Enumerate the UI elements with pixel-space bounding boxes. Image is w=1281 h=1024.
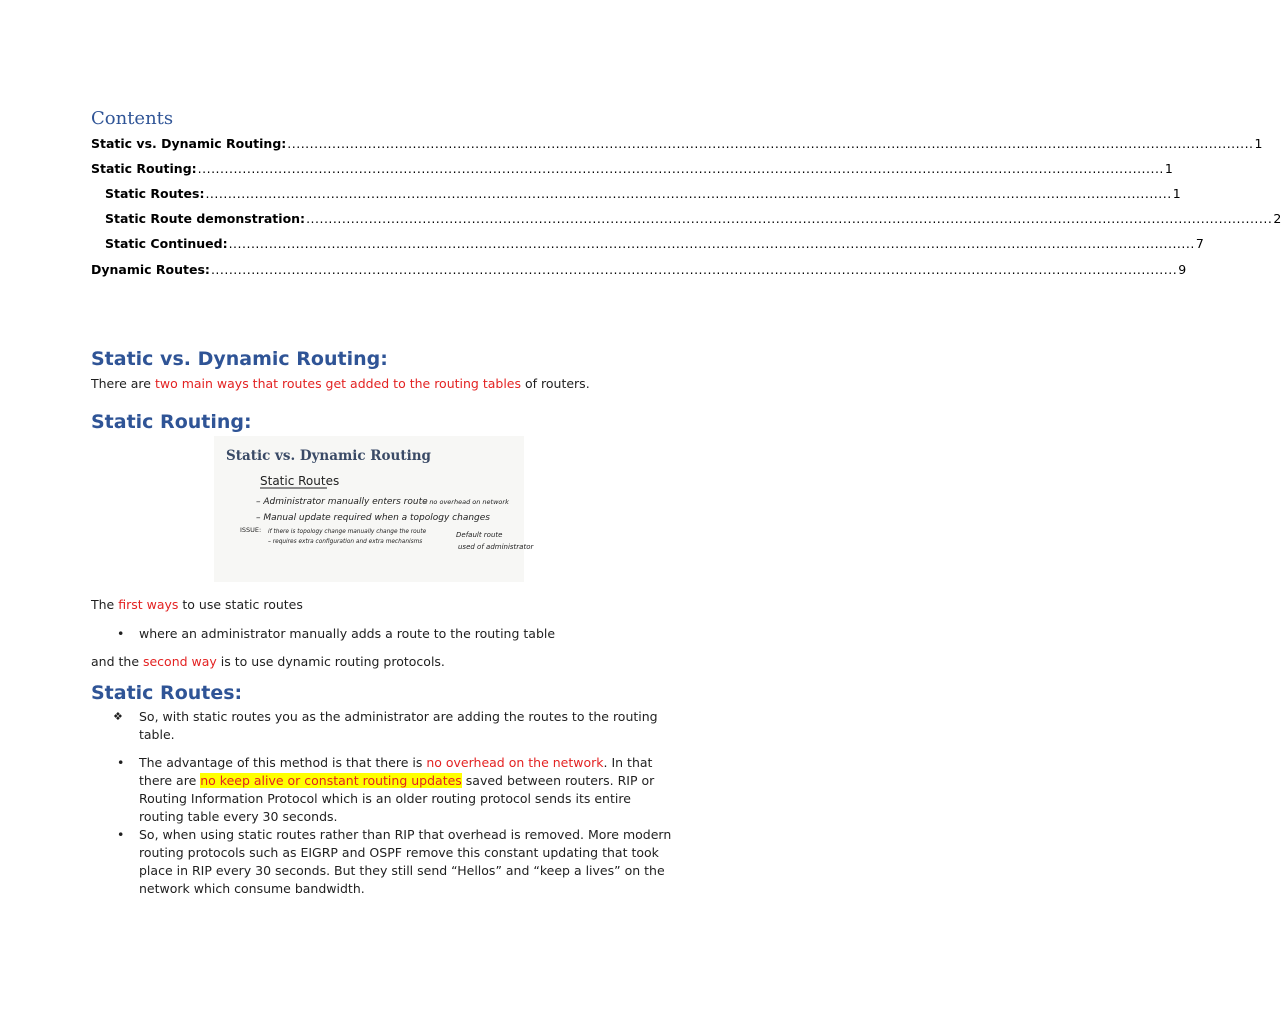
second-way-emphasis: second way: [142, 654, 217, 669]
highlighted-phrase: no keep alive or constant routing updates: [200, 773, 462, 788]
toc-leader: [205, 186, 1171, 201]
second-way-paragraph: [91, 653, 681, 671]
second-way-text-end: is to use dynamic routing protocols.: [216, 654, 445, 669]
advantage-text-mid: . In that there are: [139, 755, 653, 788]
whiteboard-note: – no overhead on network: [424, 498, 509, 506]
advantage-text: The advantage of this method is that there is: [139, 755, 427, 770]
toc-page-number: 1: [1164, 161, 1173, 176]
intro-emphasis: two main ways that routes get added to the routing tables: [154, 376, 522, 391]
advantage-emphasis: no overhead on the network: [426, 755, 604, 770]
whiteboard-title: Static vs. Dynamic Routing: [226, 448, 431, 464]
heading-static-vs-dynamic: Static vs. Dynamic Routing:: [91, 348, 388, 370]
heading-static-routes: Static Routes:: [91, 682, 243, 704]
toc-entry-label: Static Routing:: [91, 161, 197, 176]
toc-entry-static-vs-dynamic[interactable]: [91, 136, 1263, 154]
toc-page-number: 2: [1273, 211, 1281, 226]
first-way-emphasis: first ways: [118, 597, 179, 612]
heading-static-routing: Static Routing:: [91, 411, 252, 433]
toc-page-number: 1: [1254, 136, 1263, 151]
intro-text-end: of routers.: [521, 376, 590, 391]
toc-entry-dynamic-routes[interactable]: [91, 262, 1187, 280]
toc-entry-static-route-demonstration[interactable]: [105, 211, 1281, 229]
bullet-icon: •: [117, 755, 125, 770]
list-item-text: where an administrator manually adds a route to the routing table: [139, 626, 556, 641]
first-way-text: The: [91, 597, 119, 612]
bullet-icon: •: [117, 827, 125, 842]
toc-entry-label: Dynamic Routes:: [91, 262, 210, 277]
whiteboard-issue-label: ISSUE:: [240, 526, 262, 534]
whiteboard-image: [214, 436, 534, 582]
toc-leader: [211, 262, 1177, 277]
toc-entry-static-routes[interactable]: [105, 186, 1181, 204]
toc-title: Contents: [91, 108, 174, 129]
whiteboard-issue-2: – requires extra configuration and extra mechanisms: [268, 539, 423, 545]
whiteboard-default-2: used of administrator: [458, 543, 534, 551]
toc-entry-label: Static Routes:: [105, 186, 205, 201]
toc-entry-static-continued[interactable]: [105, 236, 1204, 254]
second-way-text: and the: [91, 654, 143, 669]
bullet-icon: •: [117, 626, 125, 641]
toc-page-number: 1: [1172, 186, 1181, 201]
diamond-bullet-icon: ❖: [113, 710, 123, 723]
intro-text: There are: [91, 376, 155, 391]
intro-paragraph: [91, 375, 681, 393]
whiteboard-subtitle: Static Routes: [260, 474, 340, 488]
list-item-text: [139, 754, 679, 826]
toc-page-number: 9: [1178, 262, 1187, 277]
list-item-text: So, with static routes you as the administrator are adding the routes to the routing table.: [139, 709, 658, 742]
first-way-paragraph: [91, 596, 681, 614]
toc-entry-static-routing[interactable]: [91, 161, 1173, 179]
toc-entry-label: Static Continued:: [105, 236, 228, 251]
list-item-text: So, when using static routes rather than RIP that overhead is removed. More modern routing protocols such as EIGRP and OSPF remove this constant updating that took place in RIP every 30 seconds. But they still send “Hellos” and “keep a lives” on the network which consume bandwidth.: [139, 827, 672, 896]
toc-leader: [198, 161, 1164, 176]
advantage-text-end: saved between routers. RIP or Routing Information Protocol which is an older routing protocol sends its entire routing table every 30 seconds.: [139, 773, 655, 824]
whiteboard-line-2: – Manual update required when a topology changes: [256, 513, 490, 523]
whiteboard-drawing: [214, 436, 534, 582]
whiteboard-line-1: – Administrator manually enters route: [256, 497, 428, 507]
toc-entry-label: Static Route demonstration:: [105, 211, 306, 226]
first-way-text-end: to use static routes: [178, 597, 303, 612]
whiteboard-default-1: Default route: [456, 531, 503, 539]
toc-entry-label: Static vs. Dynamic Routing:: [91, 136, 287, 151]
whiteboard-issue-1: if there is topology change manually change the route: [268, 529, 427, 535]
toc-leader: [287, 136, 1253, 151]
toc-leader: [306, 211, 1272, 226]
toc-page-number: 7: [1195, 236, 1204, 251]
toc-leader: [229, 236, 1195, 251]
